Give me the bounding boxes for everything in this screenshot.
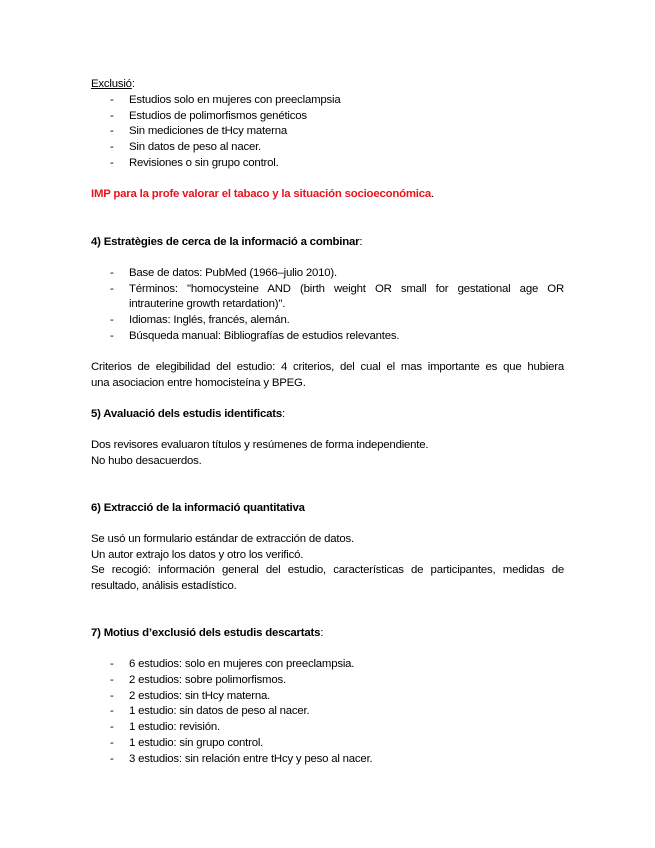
list-item: 1 estudio: sin datos de peso al nacer. xyxy=(129,705,310,717)
important-note-period: . xyxy=(431,188,434,200)
list-item: Búsqueda manual: Bibliografías de estudios relevantes. xyxy=(129,330,400,342)
eligibility-criteria-line-2: una asociacion entre homocisteína y BPEG. xyxy=(91,377,306,389)
eligibility-criteria-line-1: Criterios de elegibilidad del estudio: 4 criterios, del cual el mas importante es que hubiera xyxy=(91,361,564,373)
bullet-dash: - xyxy=(110,283,114,295)
list-item: 1 estudio: revisión. xyxy=(129,721,220,733)
list-item: 2 estudios: sobre polimorfismos. xyxy=(129,674,286,686)
list-item: Sin mediciones de tHcy materna xyxy=(129,125,287,137)
bullet-dash: - xyxy=(110,330,114,342)
section-5-heading-colon: : xyxy=(281,408,285,420)
bullet-dash: - xyxy=(110,110,114,122)
section-6-heading: 6) Extracció de la informació quantitativa xyxy=(91,502,305,514)
list-item: 2 estudios: sin tHcy materna. xyxy=(129,690,271,702)
section-4-heading-colon: : xyxy=(359,236,363,248)
list-item: 6 estudios: solo en mujeres con preeclampsia. xyxy=(129,658,355,670)
section-6-line-1: Se usó un formulario estándar de extracción de datos. xyxy=(91,533,354,545)
bullet-dash: - xyxy=(110,721,114,733)
bullet-dash: - xyxy=(110,94,114,106)
list-item: 1 estudio: sin grupo control. xyxy=(129,737,264,749)
bullet-dash: - xyxy=(110,314,114,326)
bullet-dash: - xyxy=(110,737,114,749)
section-5-heading xyxy=(91,406,285,422)
section-5-heading-text: 5) Avaluació dels estudis identificats xyxy=(91,408,282,420)
section-4-heading xyxy=(91,234,362,250)
section-6-line-3: Se recogió: información general del estudio, características de participantes, medidas de xyxy=(91,564,564,576)
bullet-dash: - xyxy=(110,658,114,670)
list-item-continuation: intrauterine growth retardation)". xyxy=(129,298,286,310)
bullet-dash: - xyxy=(110,157,114,169)
bullet-dash: - xyxy=(110,690,114,702)
section-7-heading-colon: : xyxy=(320,627,324,639)
bullet-dash: - xyxy=(110,125,114,137)
list-item: Revisiones o sin grupo control. xyxy=(129,157,279,169)
list-item: Estudios solo en mujeres con preeclampsia xyxy=(129,94,341,106)
bullet-dash: - xyxy=(110,267,114,279)
section-7-heading xyxy=(91,625,323,641)
list-item: 3 estudios: sin relación entre tHcy y peso al nacer. xyxy=(129,753,373,765)
section-7-heading-text: 7) Motius d’exclusió dels estudis descartats xyxy=(91,627,321,639)
bullet-dash: - xyxy=(110,141,114,153)
bullet-dash: - xyxy=(110,674,114,686)
section-4-heading-text: 4) Estratègies de cerca de la informació a combinar xyxy=(91,236,360,248)
list-item: Estudios de polimorfismos genéticos xyxy=(129,110,307,122)
important-note xyxy=(91,186,434,202)
list-item: Idiomas: Inglés, francés, alemán. xyxy=(129,314,290,326)
list-item: Términos: "homocysteine AND (birth weight OR small for gestational age OR xyxy=(129,283,564,295)
exclusion-heading xyxy=(91,76,135,92)
section-6-line-2: Un autor extrajo los datos y otro los verificó. xyxy=(91,549,304,561)
section-6-line-4: resultado, análisis estadístico. xyxy=(91,580,237,592)
exclusion-heading-colon: : xyxy=(131,78,135,90)
section-5-line-1: Dos revisores evaluaron títulos y resúmenes de forma independiente. xyxy=(91,439,429,451)
exclusion-heading-text: Exclusió xyxy=(91,78,132,90)
section-5-line-2: No hubo desacuerdos. xyxy=(91,455,202,467)
bullet-dash: - xyxy=(110,753,114,765)
bullet-dash: - xyxy=(110,705,114,717)
list-item: Base de datos: PubMed (1966–julio 2010). xyxy=(129,267,337,279)
list-item: Sin datos de peso al nacer. xyxy=(129,141,262,153)
important-note-text: IMP para la profe valorar el tabaco y la situación socioeconómica xyxy=(91,188,432,200)
